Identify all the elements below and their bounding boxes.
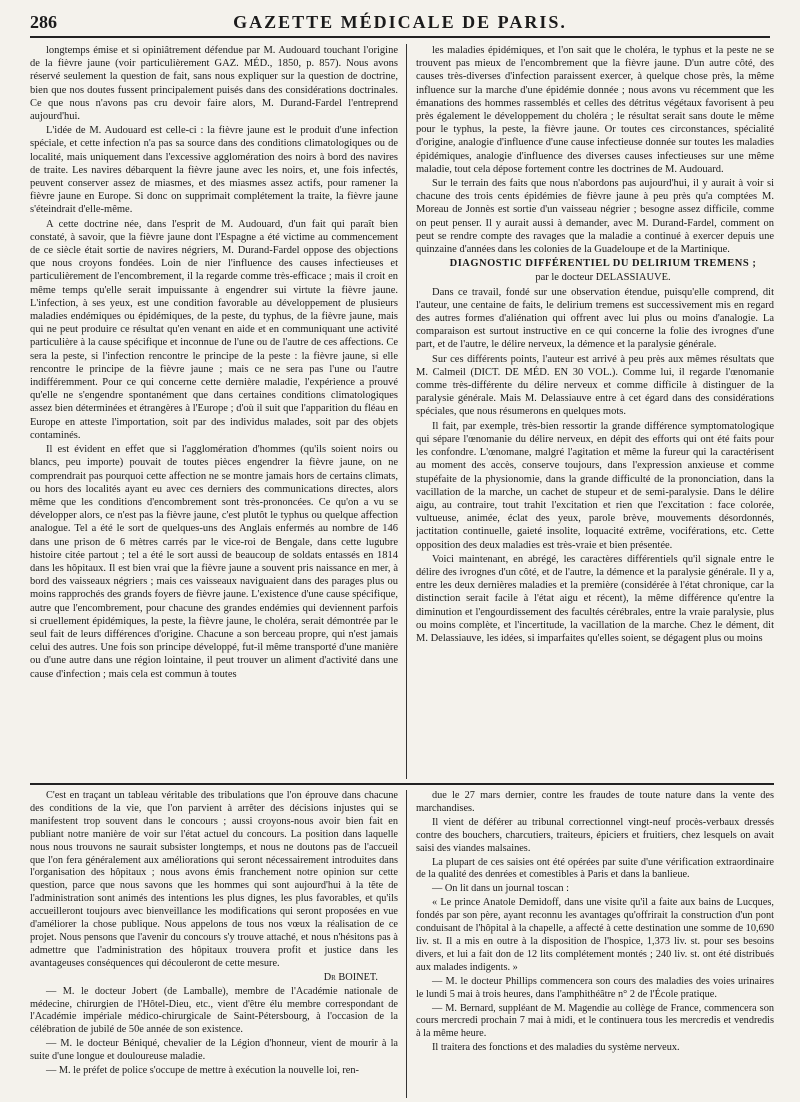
section-author: par le docteur DELASSIAUVE.: [535, 272, 671, 284]
column-divider: [406, 44, 407, 779]
news-item: — M. Bernard, suppléant de M. Magendie au collège de France, commencera son cours mercredi prochain 7 mai à midi, et le continuera tous les mercredis et vendredis à la même heure.: [416, 1002, 774, 1040]
column-top-left: [30, 44, 398, 779]
paragraph: les maladies épidémiques, et l'on sait que le choléra, le typhus et la peste ne se trouvent pas mieux de l'encombrement que la fièvre jaune. D'un autre côté, des causes très-diverses d'infection paraissent exercer, à quelque chose près, la même influence sur la marche d'une épidémie donnée ; nous avons vu récemment que les émanations des hommes rassemblés et celles des détritus végétaux favorisent à peu près également le développement du choléra ; le résultat serait sans doute le même pour le typhus, la peste, la fièvre jaune. Or toutes ces circonstances, spécialité d'origine, analogie d'influence d'une cause infectieuse donnée sur toutes les maladies épidémiques, analogie d'influence des diverses causes infectieuses sur une même maladie, tout cela dépose fortement contre les doctrines de M. Audouard.: [416, 45, 774, 175]
paragraph: Il fait, par exemple, très-bien ressortir la grande différence symptomatologique qui sépare l'œnomanie du délire nerveux, en dépit des efforts qui ont été faits pour les confondre. L'œnomane, malgré l'agitation et même la fureur qui la caractérisent au moment des accès, conserve toujours, dans l'expression anxieuse et comme stupéfaite de la physionomie, dans la grande difficulté de la prononciation, dans la vacillation de la marche, un cachet de stupeur et de semi-paralysie. Dans le délire aigu, au contraire, tout trahit l'excitation et rien que l'excitation : face colorée, vultueuse, animée, éclat des yeux, parole brève, mouvements désordonnés, jactitation continuelle, gaieté insolite, loquacité extrême, vociférations, etc. Cette opposition des deux maladies est très-vraie et bien présentée.: [416, 420, 774, 551]
section-divider: [30, 783, 774, 785]
news-item: Il traitera des fonctions et des maladies du système nerveux.: [432, 1042, 680, 1054]
paragraph: Il est évident en effet que si l'agglomération d'hommes (qu'ils soient noirs ou blancs, peu importe) pouvait de toutes pièces engendrer la fièvre jaune, on ne comprendrait pas pourquoi cette affection ne se montre jamais hors de certains climats, ou hors des localités ayant eu avec ces derniers des communications directes, alors même que les conditions d'encombrement sont très-prononcées. Ce qu'on a vu se développer alors, ce n'est pas la fièvre jaune, c'est plutôt le typhus ou quelque affection analogue. Tel a été le sort de quelques-uns des Anglais enfermés au nombre de 146 dans une prison de 6 mètres carrés par le vice-roi de Bengale, dans cette lugubre histoire citée partout ; tel a été le sort aussi de beaucoup de soldats entassés en 1814 dans les hôpitaux. Il est bien vrai que la fièvre jaune a souvent pris naissance en mer, à bord des vaisseaux négriers ; mais ces vaisseaux naviguaient dans des parages plus ou moins rapprochés des grands foyers de fièvre jaune. L'existence d'une cause spécifique, autre que l'encombrement, pour chacune des grandes endémies qui deviennent parfois si cruellement épidémiques, la peste, la fièvre jaune, le choléra, serait démontrée par le seul fait de leurs différences d'origine. Chacune a son berceau propre, qui n'est jamais celui des autres. Une fois son principe développé, fut-il même transporté d'une manière ou d'une autre dans une région lointaine, il peut trouver un aliment d'activité dans une cause d'infection ; mais cela est commun à toutes: [30, 444, 398, 680]
news-item: — M. le docteur Jobert (de Lamballe), membre de l'Académie nationale de médecine, chirurgien de l'Hôtel-Dieu, etc., vient d'être élu membre correspondant de l'Académie impériale médico-chirurgicale de Saint-Pétersbourg, à l'occasion de la célébration de jubilé de 50e année de son existence.: [30, 985, 398, 1036]
news-item: due le 27 mars dernier, contre les fraudes de toute nature dans la vente des marchandises.: [416, 790, 774, 814]
news-item: Il vient de déférer au tribunal correctionnel vingt-neuf procès-verbaux dressés contre des bouchers, charcutiers, traiteurs, épiciers et fruitiers, chez lesquels on avait saisi des viandes malsaines.: [416, 816, 774, 854]
paragraph: A cette doctrine née, dans l'esprit de M. Audouard, d'un fait qui paraît bien constaté, à savoir, que la fièvre jaune dont l'Espagne a été victime au commencement de ce siècle était sortie de navires négriers, M. Durand-Fardel oppose des objections que nous croyons fondées. Loin de nier l'influence des causes infectieuses et particulièrement de l'encombrement, il la regarde comme très-efficace ; mais il croit en même temps qu'elle serait impuissante à engendrer sui virtute la fièvre jaune. L'infection, à ses yeux, est une condition favorable au développement de plusieurs maladies endémiques ou épidémiques, de la peste, du typhus, de la fièvre jaune, mais qui ne peut produire ce résultat qu'en venant en aide et en communiquant une activité particulière à la cause spécifique et inconnue de l'une ou de l'autre de ces affections. Ce sera la peste, si l'infection rencontre le principe de la peste : la fièvre jaune, si elle rencontre le principe de la fièvre jaune ; mais ce ne sera pas l'une ou l'autre indifféremment. Pour ce qui concerne cette dernière maladie, l'expérience a prouvé qu'elle ne s'engendre spontanément que dans certaines conditions climatologiques assez bien déterminées et étrangères à l'Europe ; d'où il suit que l'apparition du fléau en Europe en atteste l'importation, soit par des individus malades, soit par des objets contaminés.: [30, 218, 398, 441]
column-bottom-left: [30, 790, 398, 1098]
paragraph: Voici maintenant, en abrégé, les caractères différentiels qu'il signale entre le délire des ivrognes d'un côté, et de l'autre, la démence et la paralysie générale. Il y a, entre les deux dernières maladies et la première (considérée à l'état chronique, car la distinction serait facile à l'état aigu et récent), la même différence qu'entre la diminution et l'engourdissement des facultés cérébrales, entre la vraie paralysie, plus ou moins complète, et l'incertitude, la vacillation de la marche. Chez le dément, dit M. Delassiauve, les idées, si imparfaites qu'elles soient, se dégagent plus ou moins: [416, 553, 774, 644]
page-header: [30, 10, 770, 38]
paragraph: Dans ce travail, fondé sur une observation étendue, puisqu'elle comprend, dit l'auteur, une centaine de faits, le delirium tremens est successivement mis en regard des autres formes d'aliénation qui offrent avec lui plus ou moins d'analogie. La comparaison est surtout instructive en ce qui concerne la folie des ivrognes d'une part, et de l'autre, le délire nerveux, la démence et la paralysie générale.: [416, 286, 774, 351]
news-item: « Le prince Anatole Demidoff, dans une visite qu'il a faite aux bains de Lucques, fondés par son père, ayant reconnu les avantages qu'offrirait la construction d'un pont conduisant de l'hôpital à la chapelle, a affecté à cette destination une somme de 10,690 liv. st. Il a mis en outre à la disposition de l'hospice, 1,373 liv. st. pour ses besoins divers, et lui a fait don de 12 lits complétement montés ; 240 liv. st. ont été distribués aux malades indigents. »: [416, 897, 774, 973]
column-top-right: [416, 44, 774, 779]
section-title: DIAGNOSTIC DIFFÉRENTIEL DU DELIRIUM TREMENS ;: [449, 258, 757, 270]
signature: Dr BOINET.: [323, 971, 378, 983]
paragraph: Sur le terrain des faits que nous n'abordons pas aujourd'hui, il y aurait à voir si chacune des trois cents épidémies de fièvre jaune à peu près qu'a comptées M. Moreau de Jonnès est sortie d'un vaisseau négrier ; besogne assez difficile, comme on peut penser. Il y aurait aussi à demander, avec M. Durand-Fardel, comment on peut se rendre compte des ravages que la maladie a continué à exercer depuis une quinzaine d'années dans les colonies de la Guadeloupe et de la Martinique.: [416, 178, 774, 256]
paragraph: L'idée de M. Audouard est celle-ci : la fièvre jaune est le produit d'une infection spéciale, et cette infection n'a pas sa source dans des conditions climatologiques ou de localité, mais uniquement dans l'excessive agglomération des noirs à bord des navires de traite. Les navires débarquent la fièvre jaune avec les noirs, et, une fois infectés, peuvent conserver assez de miasmes, et des miasmes assez actifs, pour ramener la fièvre jaune en Europe. Si donc on supprimait complétement la traite, la fièvre jaune s'éteindrait d'elle-même.: [30, 125, 398, 216]
paragraph: longtemps émise et si opiniâtrement défendue par M. Audouard touchant l'origine de la fièvre jaune (voir particulièrement GAZ. MÉD., 1850, p. 857). Nous avons réservé seulement la question de fait, sans nous expliquer sur la question de doctrine, bien que nos doutes fussent principalement puisés dans des considérations doctrinales. Ce que nous n'avons pas cru devoir faire alors, M. Durand-Fardel l'entreprend aujourd'hui.: [30, 45, 398, 123]
page-number: 286: [30, 12, 57, 32]
news-item: La plupart de ces saisies ont été opérées par suite d'une vérification extraordinaire de la qualité des denrées et comestibles à Paris et dans la banlieue.: [416, 856, 774, 881]
column-divider: [406, 790, 407, 1098]
news-item: — On lit dans un journal toscan :: [432, 883, 569, 895]
news-item: — M. le préfet de police s'occupe de mettre à exécution la nouvelle loi, ren-: [46, 1065, 359, 1077]
journal-title: GAZETTE MÉDICALE DE PARIS.: [233, 12, 567, 32]
paragraph: C'est en traçant un tableau véritable des tribulations que l'on éprouve dans chacune des conditions de la vie, que l'on parvient à arrêter des décisions injustes qui se manifestent trop souvent dans le concours ; aussi croyons-nous avoir bien fait en publiant notre manière de voir sur l'état actuel du concours. La position dans laquelle nous nous trouvons ne saurait subsister longtemps, et nous ne doutons pas de l'accueil que l'on fera généralement aux améliorations qui seront nécessairement introduites dans l'organisation des hôpitaux ; nous avons émis franchement notre opinion sur cette question, parce que nous savons que les hommes qui sont aujourd'hui à la tête de l'administration sont animés des intentions les plus dignes, les plus favorables, et qu'ils accueilleront toujours avec bienveillance les modifications qui seront proposées en vue d'améliorer la chose publique. Nous appelons de tous nos vœux la réalisation de ce projet. Nous pensons que l'avenir du concours s'y trouve attaché, et nous n'hésitons pas à admettre que l'administration des hôpitaux trouvera profit et justice dans les avantageuses conséquences qui découleront de cette mesure.: [30, 790, 398, 969]
news-item: — M. le docteur Béniqué, chevalier de la Légion d'honneur, vient de mourir à la suite d'une longue et douloureuse maladie.: [30, 1038, 398, 1063]
column-bottom-right: [416, 790, 774, 1098]
news-item: — M. le docteur Phillips commencera son cours des maladies des voies urinaires le lundi 5 mai à trois heures, dans l'amphithéâtre n° 2 de l'École pratique.: [416, 975, 774, 1000]
paragraph: Sur ces différents points, l'auteur est arrivé à peu près aux mêmes résultats que M. Calmeil (DICT. DE MÉD. EN 30 VOL.). Comme lui, il regarde l'œnomanie comme très-différente du délire nerveux et comme difficile à distinguer de la paralysie générale. Mais M. Delassiauve entre à cet égard dans des considérations spéciales, que nous résumerons en quelques mots.: [416, 353, 774, 418]
